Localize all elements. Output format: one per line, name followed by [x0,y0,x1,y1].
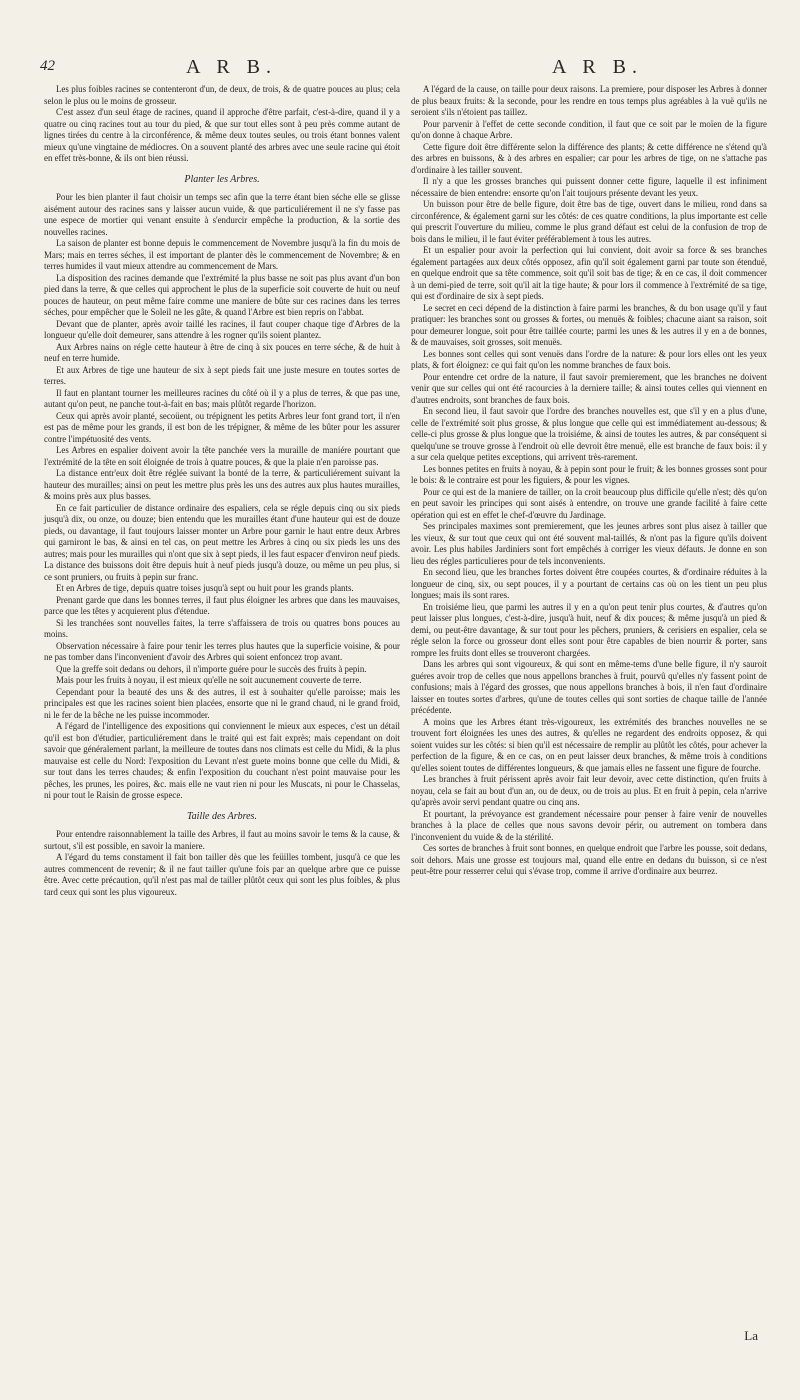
paragraph: Et un espalier pour avoir la perfection qui lui convient, doit avoir sa force & ses branches également partagées aux deux côtés opposez, afin qu'il soit également garni par toute son étenduë, en quelque endroit que sa tête commence, soit qu'il soit bas de tige; & en ce cas, il doit commencer à un demi-pied de terre, soit qu'il ait la tige haute; & pour lors il commence à l'extrémité de sa tige, qui est d'ordinaire de six à sept pieds. [411,245,767,301]
paragraph: Pour les bien planter il faut choisir un temps sec afin que la terre étant bien séche elle se glisse aisément autour des racines sans y laisser aucun vuide, & que particuliérement il ne s'y fasse pas une espece de mortier qui venant ensuite à s'endurcir empêche la production, & la sortie des nouvelles racines. [44,192,400,237]
paragraph: La saison de planter est bonne depuis le commencement de Novembre jusqu'à la fin du mois de Mars; mais en terres séches, il est important de planter dès le commencement de Novembre; & en terres humides il vaut mieux attendre au commencement de Mars. [44,238,400,271]
paragraph: Les plus foibles racines se contenteront d'un, de deux, de trois, & de quatre pouces au plus; cela selon le plus ou le moins de grosseur. [44,84,400,106]
paragraph: Et en Arbres de tige, depuis quatre toises jusqu'à sept ou huit pour les grands plants. [56,583,354,593]
paragraph: Pour parvenir à l'effet de cette seconde condition, il faut que ce soit par le moïen de la figure qu'on donne à chaque Arbre. [411,118,767,140]
left-column [44,84,400,898]
running-head-left: A R B. [186,56,278,78]
paragraph: Observation nécessaire à faire pour tenir les terres plus hautes que la superficie voisine, & pour ne pas tomber dans l'inconvenient d'avoir des Arbres qui soient enfoncez trop avant. [44,640,400,662]
paragraph: A moins que les Arbres étant très-vigoureux, les extrémités des branches nouvelles ne se trouvent fort éloignées les unes des autres, & qu'elles ne regardent des endroits opposez, & qui soient vuides sur les côtés: si bien qu'il est nécessaire de remplir au plûtôt les côtés, pour achever la perfection de la figure, & en ce cas, on en peut laisser deux branches, & même trois à conditions qu'elles soient toutes de différentes longueurs, & que jamais elles ne fassent une figure de fourche. [411,716,767,773]
page-header [0,56,800,82]
paragraph: La disposition des racines demande que l'extrémité la plus basse ne soit pas plus avant d'un bon pied dans la terre, & que celles qui approchent le plus de la superficie soit couverte de huit ou neuf pouces de hauteur, on peut même faire comme une maniere de bûte sur ces racines dans les terres séches, pour empêcher que le Soleil ne les gâte, & quand l'Arbre est bien repris on l'abbat. [44,272,400,317]
paragraph: Que la greffe soit dedans ou dehors, il n'importe guére pour le succès des fruits à pepin. [56,663,367,674]
paragraph: Un buisson pour être de belle figure, doit être bas de tige, ouvert dans le milieu, rond dans sa circonférence, & également garni sur les côtés: de ces quatre conditions, la plus importante est celle qui prescrit l'ouverture du milieu, comme le plus grand défaut est celui de la confusion de trop de bois dans le milieu, il le faut éviter préférablement à tous les autres. [411,199,767,244]
paragraph: Pour entendre raisonnablement la taille des Arbres, il faut au moins savoir le tems & la cause, & surtout, s'il est possible, en savoir la maniere. [44,829,400,851]
paragraph: Si les tranchées sont nouvelles faites, la terre s'affaissera de trois ou quatres bons pouces au moins. [44,617,400,639]
paragraph: Il faut en plantant tourner les meilleures racines du côté où il y a plus de terres, & que pas une, autant qu'on peut, ne panche tout-à-fait en bas; mais plûtôt regarde l'horizon. [44,387,400,409]
paragraph: En ce fait particulier de distance ordinaire des espaliers, cela se régle depuis cinq ou six pieds jusqu'à dix, ou onze, ou douze; bien entendu que les murailles étant d'une hauteur qui est de douze pieds, ou davantage, il faut toujours laisser monter un Arbre pour garnir le haut entre deux Arbres qui garniront le bas, & ainsi en tel cas, on peut mettre les Arbres à cinq ou six pieds les uns des autres; mais pour les murailles qui n'ont que six à sept pieds, il les faut espacer d'environ neuf pieds. La distance des buissons doit être depuis huit à neuf pieds jusqu'à douze, ou même un peu plus, si ce sont pruniers, ou fruits à pepin sur franc. [44,502,400,582]
paragraph: Et aux Arbres de tige une hauteur de six à sept pieds fait une juste mesure en toutes sortes de terres. [44,364,400,386]
paragraph: En second lieu, il faut savoir que l'ordre des branches nouvelles est, que s'il y en a plus d'une, celle de l'extrémité soit plus grosse, & plus longue que celle qui est immédiatement au-dessous; & celle-ci plus grosse & plus longue que la troisiéme, & ainsi de toutes les autres, & par conséquent si quelqu'une se trouve grosse à l'endroit où elle devroit être menuë, elle est branche de faux bois: il y a sur cela quelque petites exceptions, qui arrivent très-rarement. [411,406,767,462]
paragraph: A l'égard de la cause, on taille pour deux raisons. La premiere, pour disposer les Arbres à donner de plus beaux fruits: & la seconde, pour les rendre en tous temps plus agréables à la vuë qu'ils ne seroient s'ils n'étoient pas taillez. [411,84,767,117]
paragraph: Les bonnes petites en fruits à noyau, & à pepin sont pour le fruit; & les bonnes grosses sont pour le bois: & le contraire est pour les figuiers, & pour les vignes. [411,463,767,485]
paragraph: Dans les arbres qui sont vigoureux, & qui sont en même-tems d'une belle figure, il n'y sauroit guéres avoir trop de celles que nous appellons branches à fruit, pourvû qu'elles n'y fassent point de confusions; mais à l'égard des grosses, que nous appellons branches à bois, il n'en faut d'ordinaire laisser en toutes sortes d'arbres, qu'une de toutes celles qui sont sorties de chaque taille de l'année précédente. [411,659,767,715]
paragraph: Aux Arbres nains on régle cette hauteur à être de cinq à six pouces en terre séche, & de huit à neuf en terre humide. [44,341,400,363]
paragraph: Le secret en ceci dépend de la distinction à faire parmi les branches, & du bon usage qu'il y faut pratiquer: les branches sont ou grosses & fortes, ou menuës & foibles; chacune aiant sa raison, soit pour demeurer longue, soit pour être taillée courte; parmi les unes & les autres il y en a de bonnes, & de mauvaises, soit grosses, soit menuës. [411,302,767,347]
paragraph: Et pourtant, la prévoyance est grandement nécessaire pour penser à faire venir de nouvelles branches à la place de celles que nous savons devoir périr, ou autrement on tombera dans l'inconvenient du vuide & de la stérilité. [411,808,767,842]
paragraph: En troisiéme lieu, que parmi les autres il y en a qu'on peut tenir plus courtes, & d'autres qu'on peut laisser plus longues, c'est-à-dire, jusqu'à huit, neuf & dix pouces; & même jusqu'à un pied & demi, ou peut-être davantage, & sur tout pour les pêchers, pruniers, & cerisiers en espalier, cela se régle selon la force ou grosseur dont elles sont pour être capables de bien nourrir & porter, sans rompre les fruits dont elles se trouveront chargées. [411,601,767,658]
page-number: 42 [40,58,55,74]
paragraph: Ses principales maximes sont premierement, que les jeunes arbres sont plus aisez à tailler que les vieux, & sur tout que ceux qui ont été souvent mal-taillés, & n'ont pas la figure qu'ils doivent avoir. Les plus habiles Jardiniers sont fort empêchés à corriger les vieux défauts. Je donne en son lieu des régles particulieres pour de tels inconvenients. [411,521,767,566]
paragraph: Mais pour les fruits à noyau, il est mieux qu'elle ne soit aucunement couverte de terre. [56,675,362,685]
paragraph: Les branches à fruit périssent après avoir fait leur devoir, avec cette distinction, qu'en fruits à noyau, cela se fait au bout d'un an, ou de deux, ou de trois au plus. Et en fruit à pepin, cela n'arrive qu'après avoir servi pendant quatre ou cinq ans. [411,774,767,807]
section-heading: Taille des Arbres. [187,810,257,822]
paragraph: Ces sortes de branches à fruit sont bonnes, en quelque endroit que l'arbre les pousse, soit dedans, soit dehors. Mais une grosse est toujours mal, quand elle entre en dedans du buisson, si ce n'est peut-être pour resserrer celui qui s'évase trop, comme il arrive d'ordinaire aux beurrez. [411,843,767,876]
paragraph: Il n'y a que les grosses branches qui puissent donner cette figure, laquelle il est infiniment nécessaire de bien entendre: ensorte qu'on l'ait toujours présente devant les yeux. [411,176,767,198]
paragraph: Ceux qui après avoir planté, secoüent, ou trépignent les petits Arbres leur font grand tort, il n'en est pas de même pour les grands, il est bon de les trépigner, & même de les bûter pour les assurer contre l'impétuosité des vents. [44,410,400,444]
paragraph: Pour ce qui est de la maniere de tailler, on la croit beaucoup plus difficile qu'elle n'est; dès qu'on en peut savoir les principes qui sont aisés à entendre, on trouve une grande facilité à faire cette opération qui est en effet le chef-d'œuvre du Jardinage. [411,486,767,520]
paragraph: La distance entr'eux doit être réglée suivant la bonté de la terre, & particuliérement suivant la hauteur des murailles; ainsi on peut les mettre plus près les uns des autres aux plus hautes murailles, & moins près aux plus basses. [44,468,400,501]
right-column [411,84,767,878]
paragraph: En second lieu, que les branches fortes doivent être coupées courtes, & d'ordinaire réduites à la longueur de cinq, six, ou sept pouces, il y a pourtant de certains cas où on les tient un peu plus longues; mais ils sont rares. [411,567,767,600]
running-head-right: A R B. [552,56,644,78]
catchword: La [744,1328,758,1343]
paragraph: Cette figure doit être différente selon la différence des plants; & cette différence ne s'étend qu'à des arbres en buissons, & à des arbres en espalier; car pour les arbres de tige, on ne s'attache pas d'ordinaire à les tailler souvent. [411,141,767,175]
paragraph: A l'égard du tems constament il fait bon tailler dès que les feüilles tombent, jusqu'à ce que les autres commencent de revenir; & il ne faut tailler qu'une fois par an quelque arbre que ce puisse être. Avec cette précaution, qu'il n'est pas mal de tailler plûtôt ceux qui sont les plus foibles, & plus tard ceux qui sont les plus vigoureux. [44,852,400,897]
paragraph: Les Arbres en espalier doivent avoir la tête panchée vers la muraille de maniére pourtant que l'extrémité de la tête en soit éloignée de trois à quatre pouces, & que la plaie n'en paroisse pas. [44,445,400,467]
paragraph: Pour entendre cet ordre de la nature, il faut savoir premierement, que les branches ne doivent venir que sur celles qui ont été racourcies à la derniere taille; & ainsi toutes celles qui viennent en d'autres endroits, sont branches de faux bois. [411,371,767,405]
paragraph: C'est assez d'un seul étage de racines, quand il approche d'être parfait, c'est-à-dire, quand il y a quatre ou cinq racines tout au tour du pied, & que sur tout elles sont à peu près comme autant de lignes tirées du centre à la circonférence, & même deux toutes seules, ou trois étant bonnes valent mieux qu'une vingtaine de médiocres. On a souvent planté des arbres avec une seule racine qui étoit en effet très-bonne, & ils ont bien réussi. [44,107,400,163]
paragraph: Les bonnes sont celles qui sont venuës dans l'ordre de la nature: & pour lors elles ont les yeux plats, & fort éloignez: ce qui fait qu'on les nomme branches de faux bois. [411,348,767,370]
paragraph: A l'égard de l'intelligence des expositions qui conviennent le mieux aux especes, c'est un détail qu'il est bon d'étudier, particuliérement dans le traité qui est fait exprès; mais cependant on doit savoir que généralement parlant, la meilleure de toutes dans nos climats est celle du Midi, & la plus mauvaise est celle du Nord: l'exposition du Levant n'est guete moins bonne que celle du Midi, & sur tout dans les terres chaudes; & enfin l'exposition du couchant n'est point mauvaise pour les pêches, les prunes, les poires, &c. mais elle ne vaut rien ni pour les Muscats, ni pour le Chasselas, ni pour tout le Raisin de grosse espece. [44,721,400,800]
paragraph: Prenant garde que dans les bonnes terres, il faut plus éloigner les arbres que dans les mauvaises, parce que les têtes y acquierent plus d'étendue. [44,594,400,616]
paragraph: Devant que de planter, après avoir taillé les racines, il faut couper chaque tige d'Arbres de la longueur qu'elle doit demeurer, sans attendre à les rogner qu'ils soient plantez. [44,318,400,340]
paragraph: Cependant pour la beauté des uns & des autres, il est à souhaiter qu'elle paroisse; mais les principales est que les racines soient bien placées, ensorte que ni le grand chaud, ni le grand froid, ni le fer de la bêche ne les puisse incommoder. [44,686,400,720]
section-heading: Planter les Arbres. [184,173,260,185]
